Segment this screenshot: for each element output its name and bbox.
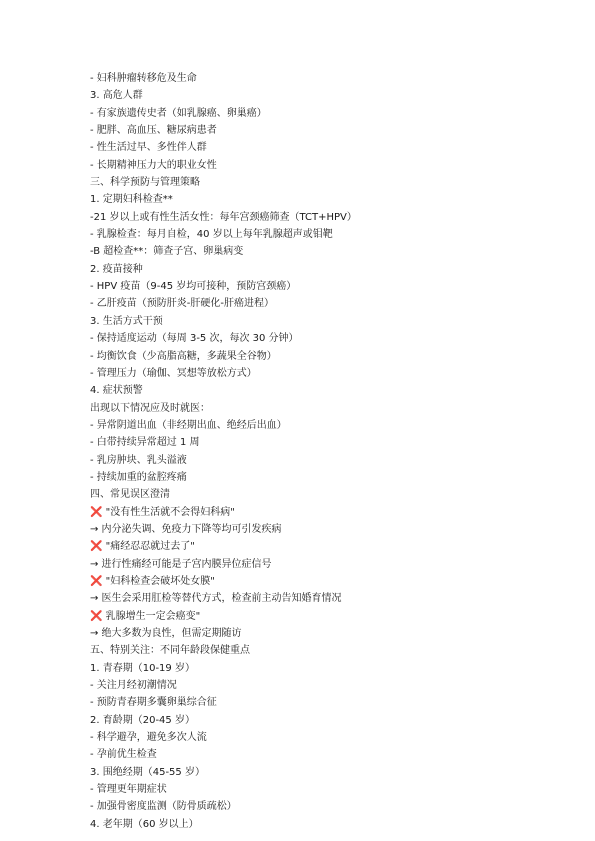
text-line: -B 超检查**：筛查子宫、卵巢病变	[90, 246, 244, 258]
text-line: 出现以下情况应及时就医：	[90, 402, 210, 414]
text-line: - 科学避孕，避免多次人流	[90, 732, 207, 744]
myth-line: ❌ "妇科检查会破坏处女膜"	[90, 575, 215, 587]
chapter-heading: 四、常见误区澄清	[90, 489, 170, 501]
text-line: - 孕前优生检查	[90, 749, 157, 761]
section-heading: 4. 症状预警	[90, 385, 143, 397]
text-line: - 性生活过早、多性伴人群	[90, 142, 207, 154]
fact-line: → 内分泌失调、免疫力下降等均可引发疾病	[90, 523, 282, 535]
section-heading: 3. 生活方式干预	[90, 315, 163, 327]
text-line: - 白带持续异常超过 1 周	[90, 437, 200, 449]
chapter-heading: 三、科学预防与管理策略	[90, 177, 200, 189]
text-line: - 加强骨密度监测（防骨质疏松）	[90, 801, 237, 813]
text-line: - 预防青春期多囊卵巢综合征	[90, 697, 217, 709]
text-line: - 异常阴道出血（非经期出血、绝经后出血）	[90, 419, 287, 431]
section-heading: 3. 围绝经期（45-55 岁）	[90, 766, 205, 778]
text-line: - 乳腺检查：每月自检，40 岁以上每年乳腺超声或钼靶	[90, 229, 333, 241]
fact-line: → 医生会采用肛检等替代方式，检查前主动告知婚育情况	[90, 593, 342, 605]
fact-line: → 进行性痛经可能是子宫内膜异位症信号	[90, 558, 272, 570]
text-line: - 有家族遗传史者（如乳腺癌、卵巢癌）	[90, 107, 267, 119]
text-line: -21 岁以上或有性生活女性：每年宫颈癌筛查（TCT+HPV）	[90, 211, 357, 223]
section-heading: 4. 老年期（60 岁以上）	[90, 818, 199, 830]
section-heading: 3. 高危人群	[90, 90, 143, 102]
document-body	[90, 70, 560, 833]
myth-line: ❌ "没有性生活就不会得妇科病"	[90, 506, 235, 518]
text-line: - 妇科肿瘤转移危及生命	[90, 73, 197, 84]
section-heading: 2. 育龄期（20-45 岁）	[90, 714, 195, 726]
text-line: - 持续加重的盆腔疼痛	[90, 471, 187, 483]
chapter-heading: 五、特别关注：不同年龄段保健重点	[90, 645, 250, 657]
text-line: - 关注月经初潮情况	[90, 680, 177, 692]
myth-line: ❌ 乳腺增生一定会癌变"	[90, 610, 201, 622]
myth-line: ❌ "痛经忍忍就过去了"	[90, 541, 195, 553]
text-line: - 保持适度运动（每周 3-5 次，每次 30 分钟）	[90, 333, 299, 345]
section-heading: 2. 疫苗接种	[90, 263, 143, 275]
section-heading: 1. 定期妇科检查**	[90, 194, 173, 206]
text-line: - 肥胖、高血压、糖尿病患者	[90, 125, 217, 137]
fact-line: → 绝大多数为良性，但需定期随访	[90, 628, 242, 639]
text-line: - 乳房肿块、乳头溢液	[90, 454, 187, 466]
section-heading: 1. 青春期（10-19 岁）	[90, 662, 195, 674]
text-line: - 乙肝疫苗（预防肝炎-肝硬化-肝癌进程）	[90, 298, 275, 310]
text-line: - 管理压力（瑜伽、冥想等放松方式）	[90, 367, 257, 379]
text-line: - HPV 疫苗（9-45 岁均可接种，预防宫颈癌）	[90, 281, 297, 293]
text-line: - 管理更年期症状	[90, 784, 167, 796]
text-line: - 长期精神压力大的职业女性	[90, 159, 217, 171]
text-line: - 均衡饮食（少高脂高糖，多蔬果全谷物）	[90, 350, 277, 362]
